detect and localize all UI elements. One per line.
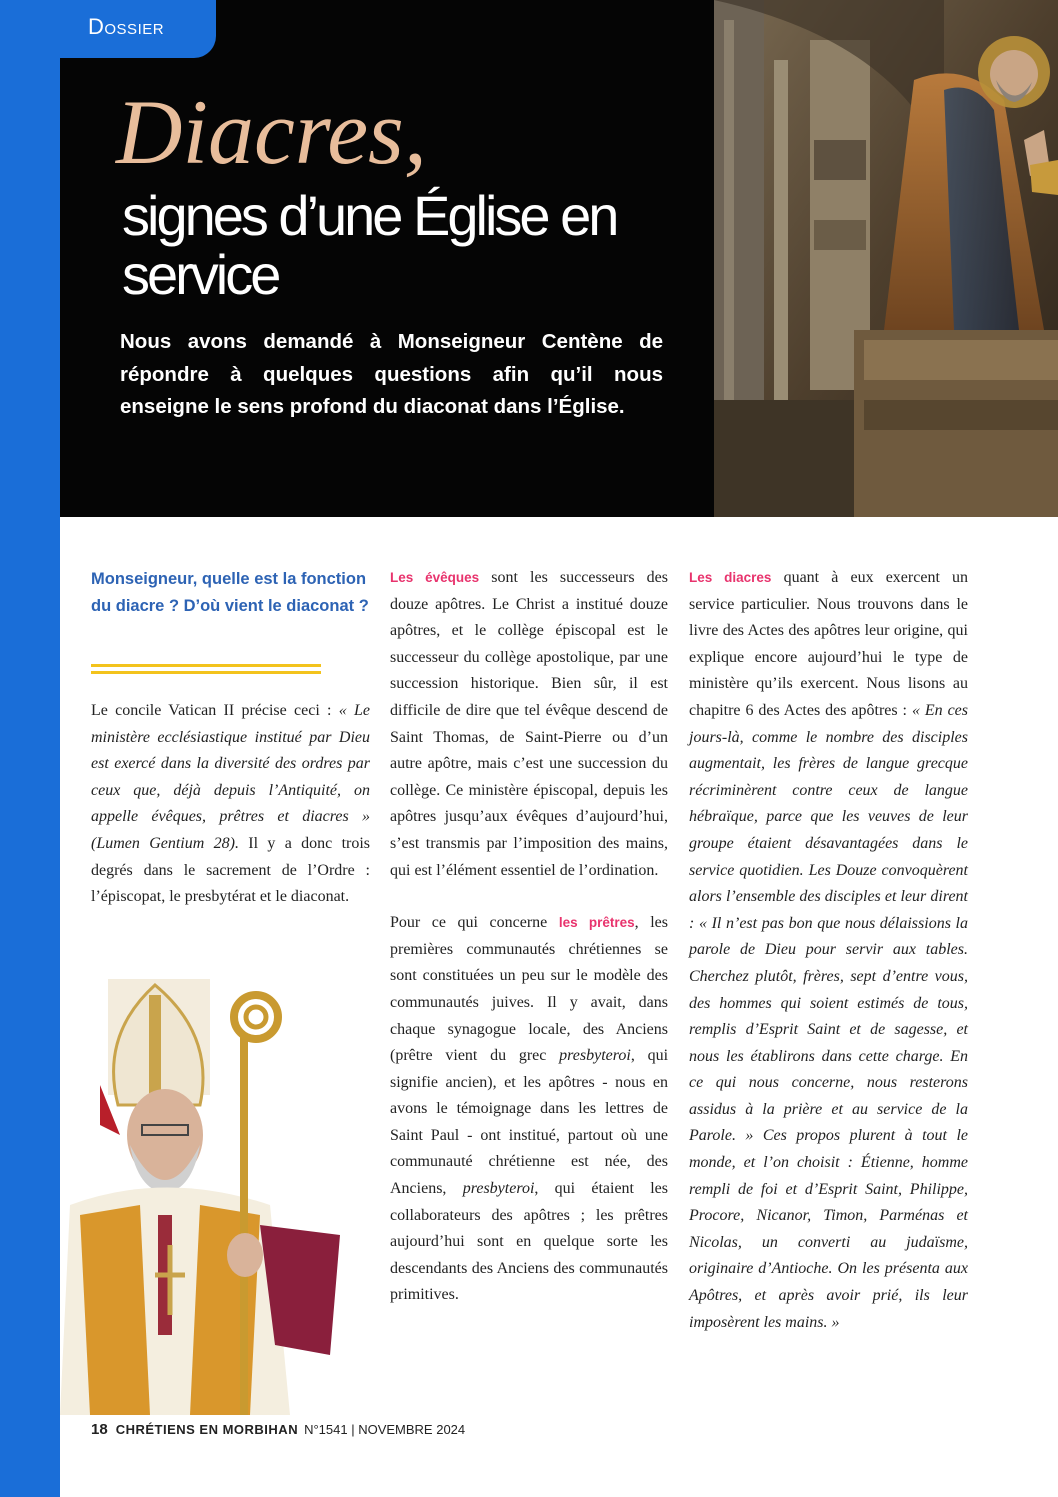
paragraph: Les diacres quant à eux exercent un service particulier. Nous trouvons dans le livre des Actes des apôtres leur origine, qui explique encore aujourd’hui le type de ministère qu’ils exercent. Nous lisons au chapitre 6 des Actes des apôtres : « En ces jours-là, comme le nombre des disciples augmentait, les frères de langue grecque récriminèrent contre ceux de langue hébraïque, parce que les veuves de leur groupe étaient désavantagées dans le service quotidien. Les Douze convoquèrent alors l’ensemble des disciples et leur dirent : « Il n’est pas bon que nous délaissions la parole de Dieu pour servir aux tables. Cherchez plutôt, frères, sept d’entre vous, des hommes qui soient estimés de tous, remplis d’Esprit Saint et de sagesse, et nous les établirons dans cette charge. En ce qui nous concerne, nous resterons assidus à la prière et au service de la Parole. » Ces propos plurent à tout le monde, et l’on choisit : Étienne, homme rempli de foi et d’Esprit Saint, Philippe, Procore, Nicanor, Timon, Parménas et Nicolas, un converti au judaïsme, originaire d’Antioche. On les présenta aux Apôtres, et après avoir prié, ils leur imposèrent les mains. » — [689, 569, 969, 1331]
paragraph: Les évêques sont les successeurs des douze apôtres. Le Christ a institué douze apôtres, et le collège épiscopal est le successeur du collège apostolique, par une succession historique. Bien sûr, il est difficile de dire que tel évêque descend de Saint Thomas, de Saint-Pierre ou d’un autre apôtre, mais c’est une succession du collège. Ce ministère épiscopal, depuis les apôtres jusqu’aux évêques d’aujourd’hui, s’est transmis par l’imposition des mains, qui est l’élément essentiel de l’ordination. — [390, 569, 668, 879]
headline-sub: signes d’une Église en service — [122, 184, 617, 306]
section-tab-label: Dossier — [88, 14, 165, 39]
left-blue-bar — [0, 0, 60, 1497]
column-3 — [689, 565, 968, 1336]
keyword-diacres: Les diacres — [689, 570, 772, 585]
magazine-name: CHRÉTIENS EN MORBIHAN — [115, 1422, 299, 1437]
column-1 — [91, 698, 370, 911]
issue-info: N°1541 | NOVEMBRE 2024 — [304, 1422, 466, 1437]
paragraph: Pour ce qui concerne les prêtres, les premières communautés chrétiennes se sont constituées un peu sur le modèle des communautés juives. Il y avait, dans chaque synagogue locale, des Anciens (prêtre vient du grec presbyteroi, qui signifie ancien), et les apôtres - nous en avons le témoignage dans les lettres de Saint Paul - ont institué, partout où une communauté chrétienne est née, des Anciens, presbyteroi, qui étaient les collaborateurs des apôtres ; les prêtres aujourd’hui sont en quelque sorte les descendants des Anciens des communautés primitives. — [390, 914, 669, 1304]
page-number: 18 — [91, 1421, 108, 1438]
interview-question: Monseigneur, quelle est la fonction du diacre ? D’où vient le diaconat ? — [91, 570, 369, 615]
page-footer — [91, 1421, 465, 1438]
paragraph: Le concile Vatican II précise ceci : « Le ministère ecclésiastique institué par Dieu est exercé dans la diversité des ordres par ceux que, déjà depuis l’Antiquité, on appelle évêques, prêtres et diacres » (Lumen Gentium 28). Il y a donc trois degrés dans le sacrement de l’Ordre : l’épiscopat, le presbytérat et le diaconat. — [91, 702, 371, 906]
bishop-photo — [60, 975, 345, 1415]
header-banner — [60, 0, 1058, 517]
keyword-eveques: Les évêques — [390, 570, 480, 585]
question-rule — [91, 664, 321, 675]
headline-main: Diacres, — [116, 81, 427, 183]
section-tab — [60, 0, 216, 58]
lead-paragraph: Nous avons demandé à Monseigneur Centène de répondre à quelques questions afin qu’il nous enseigne le sens profond du diaconat dans l’Église. — [120, 330, 663, 418]
fresco-illustration — [714, 0, 1058, 517]
keyword-pretres: les prêtres — [558, 915, 635, 931]
column-2 — [390, 565, 668, 1309]
